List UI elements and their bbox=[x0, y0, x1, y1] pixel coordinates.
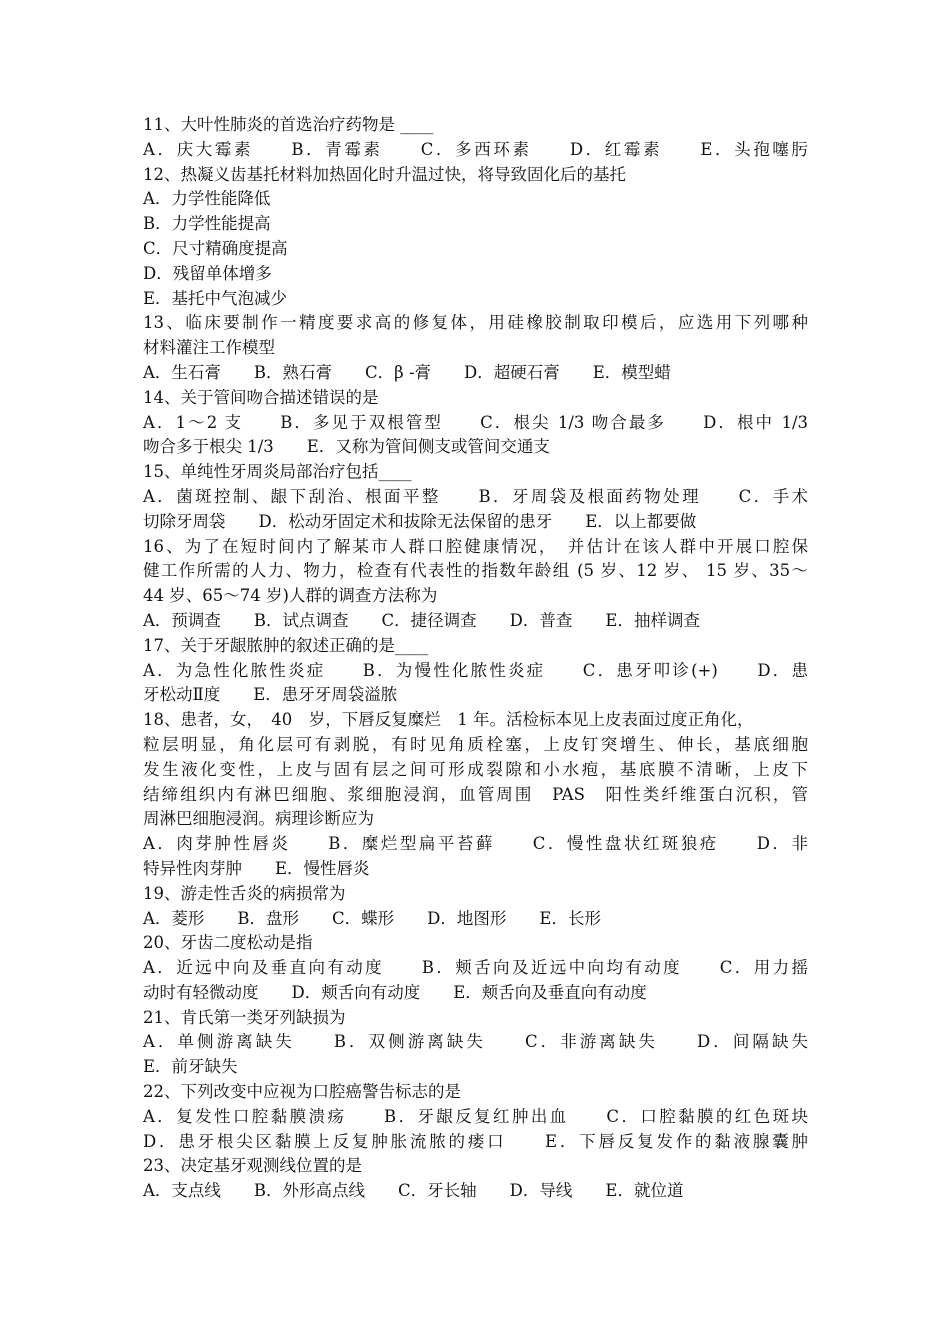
question-12-option-b: B．力学性能提高 bbox=[143, 214, 271, 234]
question-18-stem-cont-4: 周淋巴细胞浸润。病理诊断应为 bbox=[143, 809, 374, 829]
question-18-stem-cont-1: 粒层明显，角化层可有剥脱，有时见角质栓塞，上皮钉突增生、伸长，基底细胞 bbox=[143, 734, 808, 754]
question-20-options-cont: 动时有轻微动度 D．颊舌向有动度 E．颊舌向及垂直向有动度 bbox=[143, 982, 647, 1002]
question-11-options: A．庆大霉素 B．青霉素 C．多西环素 D．红霉素 E．头孢噻肟 bbox=[143, 139, 808, 159]
question-15-options-cont: 切除牙周袋 D．松动牙固定术和拔除无法保留的患牙 E．以上都要做 bbox=[143, 511, 697, 531]
question-12-stem: 12、热凝义齿基托材料加热固化时升温过快，将导致固化后的基托 bbox=[143, 164, 626, 184]
question-13-stem-cont: 材料灌注工作模型 bbox=[143, 338, 275, 358]
question-19-options: A．菱形 B．盘形 C．蝶形 D．地图形 E．长形 bbox=[143, 908, 601, 928]
question-17-options-cont: 牙松动Ⅱ度 E．患牙牙周袋溢脓 bbox=[143, 685, 398, 705]
question-17-stem: 17、关于牙龈脓肿的叙述正确的是____ bbox=[143, 635, 428, 655]
question-11-stem: 11、大叶性肺炎的首选治疗药物是 ____ bbox=[143, 115, 434, 134]
question-14-options: A．1～2 支 B．多见于双根管型 C．根尖 1/3 吻合最多 D．根中 1/3 bbox=[143, 412, 808, 432]
question-21-stem: 21、肯氏第一类牙列缺损为 bbox=[143, 1007, 346, 1027]
question-18-options-cont: 特异性肉芽肿 E．慢性唇炎 bbox=[143, 858, 370, 878]
question-18-stem: 18、患者，女， 40 岁，下唇反复糜烂 1 年。活检标本见上皮表面过度正角化， bbox=[143, 710, 754, 730]
question-12-option-d: D．残留单体增多 bbox=[143, 263, 272, 283]
question-21-options-cont: E．前牙缺失 bbox=[143, 1057, 238, 1077]
question-15-stem: 15、单纯性牙周炎局部治疗包括____ bbox=[143, 462, 412, 482]
question-18-stem-cont-2: 发生液化变性，上皮与固有层之间可形成裂隙和小水疱，基底膜不清晰，上皮下 bbox=[143, 759, 808, 779]
question-12-option-a: A．力学性能降低 bbox=[143, 189, 271, 209]
question-12-option-e: E．基托中气泡减少 bbox=[143, 288, 288, 308]
question-14-stem: 14、关于管间吻合描述错误的是 bbox=[143, 387, 379, 407]
question-13-options: A．生石膏 B．熟石膏 C．β -膏 D．超硬石膏 E．模型蜡 bbox=[143, 362, 671, 382]
question-22-options: A．复发性口腔黏膜溃疡 B．牙龈反复红肿出血 C．口腔黏膜的红色斑块 bbox=[143, 1106, 808, 1126]
question-16-stem-cont-1: 健工作所需的人力、物力，检查有代表性的指数年龄组 (5 岁、12 岁、 15 岁、35～ bbox=[143, 561, 808, 581]
question-15-options: A．菌斑控制、龈下刮治、根面平整 B．牙周袋及根面药物处理 C．手术 bbox=[143, 486, 808, 506]
question-13-stem: 13、临床要制作一精度要求高的修复体，用硅橡胶制取印模后，应选用下列哪种 bbox=[143, 313, 808, 333]
document-page bbox=[143, 113, 808, 1204]
question-19-stem: 19、游走性舌炎的病损常为 bbox=[143, 883, 346, 903]
question-18-stem-cont-3: 结缔组织内有淋巴细胞、浆细胞浸润，血管周围 PAS 阳性类纤维蛋白沉积，管 bbox=[143, 784, 808, 804]
question-21-options: A．单侧游离缺失 B．双侧游离缺失 C．非游离缺失 D．间隔缺失 bbox=[143, 1032, 808, 1052]
question-23-options: A．支点线 B．外形高点线 C．牙长轴 D．导线 E．就位道 bbox=[143, 1181, 684, 1201]
question-14-options-cont: 吻合多于根尖 1/3 E．又称为管间侧支或管间交通支 bbox=[143, 437, 550, 457]
question-12-option-c: C．尺寸精确度提高 bbox=[143, 238, 288, 258]
question-22-options-cont: D．患牙根尖区黏膜上反复肿胀流脓的瘘口 E．下唇反复发作的黏液腺囊肿 bbox=[143, 1131, 808, 1151]
question-16-options: A．预调查 B．试点调查 C．捷径调查 D．普查 E．抽样调查 bbox=[143, 610, 700, 630]
question-20-options: A．近远中向及垂直向有动度 B．颊舌向及近远中向均有动度 C．用力摇 bbox=[143, 958, 808, 978]
question-22-stem: 22、下列改变中应视为口腔癌警告标志的是 bbox=[143, 1082, 461, 1102]
question-16-stem-cont-2: 44 岁、65～74 岁)人群的调查方法称为 bbox=[143, 586, 438, 606]
question-20-stem: 20、牙齿二度松动是指 bbox=[143, 933, 313, 953]
question-17-options: A．为急性化脓性炎症 B．为慢性化脓性炎症 C．患牙叩诊(+) D．患 bbox=[143, 660, 808, 680]
question-23-stem: 23、决定基牙观测线位置的是 bbox=[143, 1156, 362, 1176]
question-16-stem: 16、为了在短时间内了解某市人群口腔健康情况， 并估计在该人群中开展口腔保 bbox=[143, 536, 808, 556]
question-18-options: A．肉芽肿性唇炎 B．糜烂型扁平苔藓 C．慢性盘状红斑狼疮 D．非 bbox=[143, 834, 808, 854]
